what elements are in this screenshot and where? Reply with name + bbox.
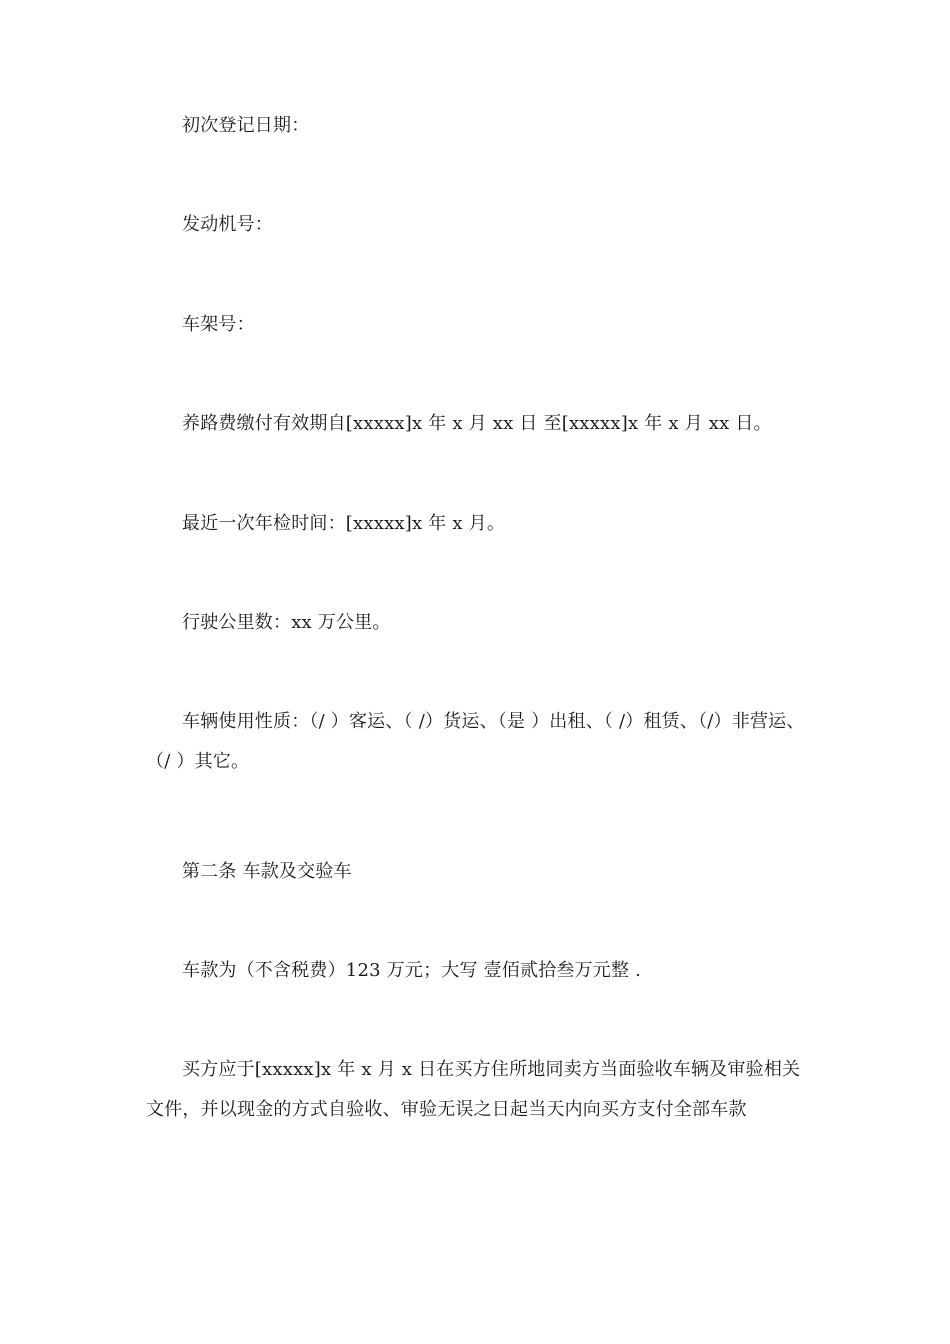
- first-registration-date-line: 初次登记日期：: [182, 115, 310, 136]
- vehicle-usage-paragraph: 车辆使用性质：（/ ）客运、（ /）货运、（是 ）出租、（ /）租赁、（/）非营运、（/ ）其它。: [146, 711, 805, 772]
- road-fee-validity-line: 养路费缴付有效期自[xxxxx]x 年 x 月 xx 日 至[xxxxx]x 年 x 月 xx 日。: [182, 413, 772, 434]
- article-two-heading: 第二条 车款及交验车: [182, 861, 352, 882]
- payment-paragraph: 买方应于[xxxxx]x 年 x 月 x 日在买方住所地同卖方当面验收车辆及审验相关文件，并以现金的方式自验收、审验无误之日起当天内向买方支付全部车款: [146, 1059, 801, 1120]
- price-paragraph: 车款为（不含税费）123 万元；大写 壹佰贰拾叁万元整 .: [182, 960, 642, 981]
- mileage-line: 行驶公里数：xx 万公里。: [182, 612, 391, 633]
- frame-number-line: 车架号：: [182, 314, 255, 335]
- engine-number-line: 发动机号：: [182, 214, 273, 235]
- last-inspection-line: 最近一次年检时间：[xxxxx]x 年 x 月。: [182, 513, 506, 534]
